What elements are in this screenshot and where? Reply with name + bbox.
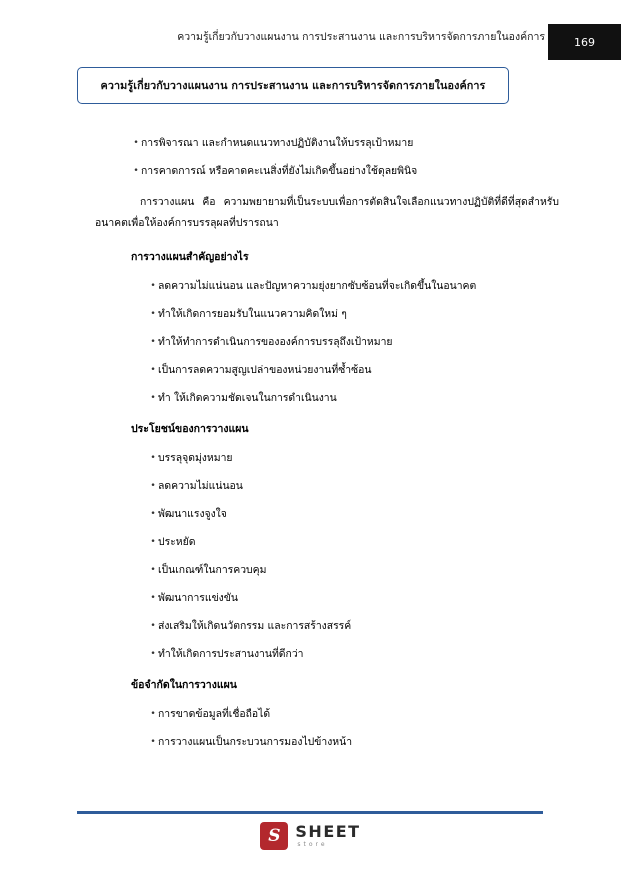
list-item [148, 451, 621, 466]
bullet-icon: • [150, 649, 156, 659]
list-item [148, 735, 621, 750]
logo-sub-text: store [297, 841, 328, 848]
bullet-icon: • [133, 166, 139, 176]
list-item-label: บรรลุจุดมุ่งหมาย [158, 452, 233, 464]
list-item-label: ลดความไม่แน่นอน และปัญหาความยุ่งยากซับซ้อนที่จะเกิดขึ้นในอนาคต [158, 280, 477, 292]
bullet-icon: • [150, 593, 156, 603]
list-item-label: ทำให้เกิดการยอมรับในแนวความคิดใหม่ ๆ [158, 308, 347, 320]
bullet-icon: • [150, 393, 156, 403]
list-item [148, 279, 621, 294]
list-item-label: ประหยัด [158, 536, 196, 548]
logo-main-text: SHEET [295, 822, 361, 841]
footer-divider [77, 811, 543, 814]
logo-text-group [295, 824, 360, 848]
list-item [148, 363, 621, 378]
list-item-label: การพิจารณา และกำหนดแนวทางปฏิบัติงานให้บรรลุเป้าหมาย [141, 137, 414, 149]
bullet-icon: • [150, 509, 156, 519]
list-item-label: การขาดข้อมูลที่เชื่อถือได้ [158, 708, 271, 720]
body-paragraph: การวางแผน คือ ความพยายามที่เป็นระบบเพื่อการตัดสินใจเลือกแนวทางปฏิบัติที่ดีที่สุดสำหรับอนาคตเพื่อให้องค์การบรรลุผลที่ปรารถนา [95, 196, 559, 229]
bullet-icon: • [133, 138, 139, 148]
bullet-icon: • [150, 709, 156, 719]
section-heading: การวางแผนสำคัญอย่างไร [131, 251, 249, 263]
list-item [148, 335, 621, 350]
list-item-label: ส่งเสริมให้เกิดนวัตกรรม และการสร้างสรรค์ [158, 620, 352, 632]
list-item [148, 479, 621, 494]
list-item-label: ทำให้ทำการดำเนินการขององค์การบรรลุถึงเป้าหมาย [158, 336, 393, 348]
list-item-label: เป็นการลดความสูญเปล่าของหน่วยงานที่ซ้ำซ้อน [158, 364, 372, 376]
list-item [148, 535, 621, 550]
bullet-icon: • [150, 481, 156, 491]
bullet-icon: • [150, 365, 156, 375]
list-item [148, 307, 621, 322]
bullet-icon: • [150, 337, 156, 347]
list-item-label: พัฒนาแรงจูงใจ [158, 508, 227, 520]
list-item [148, 619, 621, 634]
list-item-label: ทำให้เกิดการประสานงานที่ดีกว่า [158, 648, 304, 660]
list-item-label: การวางแผนเป็นกระบวนการมองไปข้างหน้า [158, 736, 353, 748]
bullet-icon: • [150, 453, 156, 463]
list-item [131, 164, 621, 179]
list-item [148, 563, 621, 578]
list-item [148, 391, 621, 406]
bullet-icon: • [150, 281, 156, 291]
list-item [148, 707, 621, 722]
running-header-title: ความรู้เกี่ยวกับวางแผนงาน การประสานงาน และการบริหารจัดการภายในองค์การ [177, 31, 545, 43]
bullet-icon: • [150, 565, 156, 575]
chapter-title: ความรู้เกี่ยวกับวางแผนงาน การประสานงาน และการบริหารจัดการภายในองค์การ [100, 79, 486, 92]
list-item-label: ทำ ให้เกิดความชัดเจนในการดำเนินงาน [158, 392, 337, 404]
list-item-label: การคาดการณ์ หรือคาดคะเนสิ่งที่ยังไม่เกิดขึ้นอย่างใช้ดุลยพินิจ [141, 165, 418, 177]
page-content [0, 136, 621, 763]
list-item [148, 591, 621, 606]
list-item-label: พัฒนาการแข่งขัน [158, 592, 238, 604]
bullet-icon: • [150, 309, 156, 319]
bullet-icon: • [150, 737, 156, 747]
section-heading: ประโยชน์ของการวางแผน [131, 423, 249, 435]
section-heading: ข้อจำกัดในการวางแผน [131, 679, 237, 691]
list-item [131, 136, 621, 151]
page-header [0, 24, 621, 60]
list-item-label: ลดความไม่แน่นอน [158, 480, 243, 492]
list-item-label: เป็นเกณฑ์ในการควบคุม [158, 564, 267, 576]
list-item [148, 647, 621, 662]
footer-logo [0, 822, 621, 850]
page-number-badge: 169 [548, 24, 621, 60]
sheet-store-logo-icon: S [260, 822, 288, 850]
bullet-icon: • [150, 621, 156, 631]
chapter-title-box [77, 67, 509, 104]
bullet-icon: • [150, 537, 156, 547]
list-item [148, 507, 621, 522]
